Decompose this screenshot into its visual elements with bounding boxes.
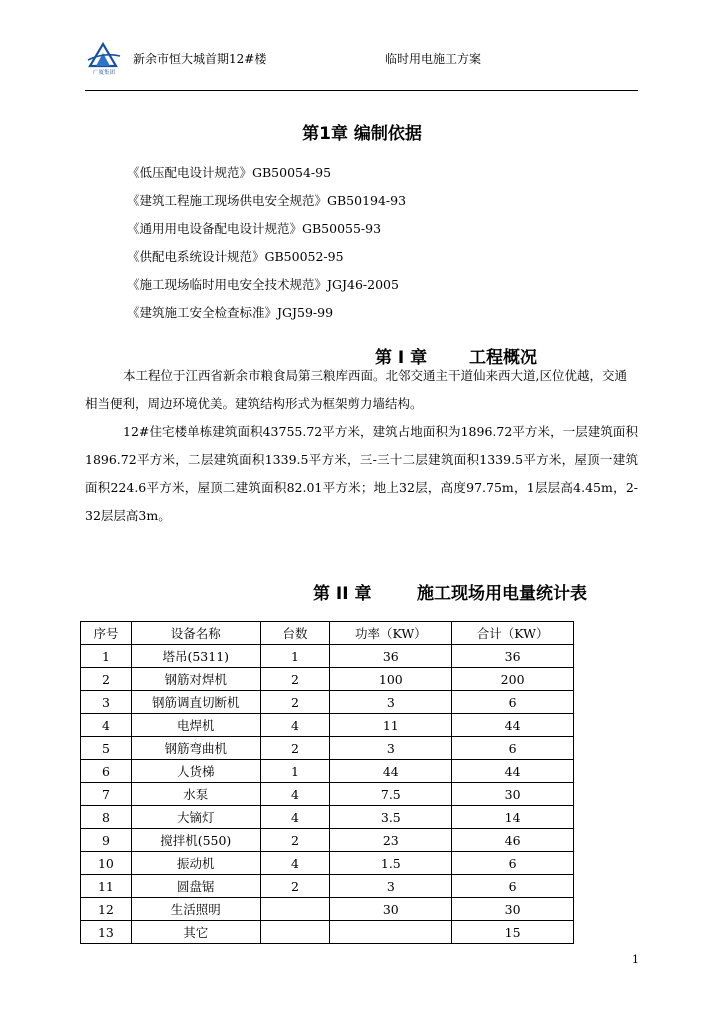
column-header-total: 合计（KW） [452, 622, 574, 645]
cell-power: 44 [330, 760, 452, 783]
table-row [81, 645, 574, 668]
cell-index: 2 [81, 668, 132, 691]
cell-power: 7.5 [330, 783, 452, 806]
column-header-equipment: 设备名称 [131, 622, 260, 645]
column-header-count: 台数 [260, 622, 330, 645]
cell-power: 11 [330, 714, 452, 737]
table-header-row [81, 622, 574, 645]
cell-total: 6 [452, 691, 574, 714]
chapter-3-label: 第 II 章 [313, 584, 372, 604]
table-row [81, 691, 574, 714]
cell-index: 12 [81, 898, 132, 921]
table-row [81, 921, 574, 944]
table-row [81, 737, 574, 760]
reference-item: 《施工现场临时用电安全技术规范》JGJ46-2005 [127, 277, 399, 292]
cell-total: 44 [452, 760, 574, 783]
reference-item: 《供配电系统设计规范》GB50052-95 [127, 249, 344, 264]
cell-equipment: 生活照明 [131, 898, 260, 921]
cell-equipment: 圆盘锯 [131, 875, 260, 898]
cell-equipment: 其它 [131, 921, 260, 944]
cell-total: 30 [452, 783, 574, 806]
cell-count: 2 [260, 668, 330, 691]
chapter-3-name: 施工现场用电量统计表 [417, 584, 587, 604]
cell-count: 2 [260, 829, 330, 852]
cell-count: 4 [260, 806, 330, 829]
cell-count [260, 921, 330, 944]
cell-power: 3 [330, 691, 452, 714]
cell-index: 5 [81, 737, 132, 760]
column-header-power: 功率（KW） [330, 622, 452, 645]
header-project-title: 新余市恒大城首期12#楼 [133, 52, 267, 66]
table-row [81, 852, 574, 875]
cell-equipment: 人货梯 [131, 760, 260, 783]
chapter-2-name: 工程概况 [469, 348, 537, 368]
page-number: 1 [632, 953, 639, 966]
table-row [81, 829, 574, 852]
cell-equipment: 搅拌机(550) [131, 829, 260, 852]
cell-power: 30 [330, 898, 452, 921]
table-row [81, 668, 574, 691]
company-logo [86, 38, 122, 78]
reference-item: 《建筑工程施工现场供电安全规范》GB50194-93 [127, 193, 407, 208]
cell-power: 3.5 [330, 806, 452, 829]
chapter-1-title: 第1章 编制依据 [302, 124, 422, 144]
cell-equipment: 水泵 [131, 783, 260, 806]
cell-equipment: 电焊机 [131, 714, 260, 737]
cell-equipment: 钢筋对焊机 [131, 668, 260, 691]
cell-index: 10 [81, 852, 132, 875]
reference-item: 《低压配电设计规范》GB50054-95 [127, 165, 332, 180]
cell-total: 46 [452, 829, 574, 852]
cell-power: 36 [330, 645, 452, 668]
cell-total: 6 [452, 737, 574, 760]
cell-power: 1.5 [330, 852, 452, 875]
cell-count: 1 [260, 645, 330, 668]
cell-index: 7 [81, 783, 132, 806]
page-header [0, 0, 724, 92]
table-row [81, 875, 574, 898]
power-statistics-table [80, 621, 574, 944]
cell-count [260, 898, 330, 921]
cell-equipment: 钢筋调直切断机 [131, 691, 260, 714]
table-row [81, 898, 574, 921]
cell-total: 6 [452, 875, 574, 898]
table-row [81, 760, 574, 783]
reference-list [127, 159, 406, 327]
header-divider [85, 90, 638, 91]
cell-count: 4 [260, 714, 330, 737]
cell-equipment: 塔吊(5311) [131, 645, 260, 668]
cell-count: 4 [260, 783, 330, 806]
table-row [81, 714, 574, 737]
reference-item: 《建筑施工安全检查标准》JGJ59-99 [127, 305, 334, 320]
cell-total: 200 [452, 668, 574, 691]
cell-power: 3 [330, 737, 452, 760]
cell-equipment: 大镝灯 [131, 806, 260, 829]
cell-total: 44 [452, 714, 574, 737]
cell-count: 1 [260, 760, 330, 783]
cell-total: 6 [452, 852, 574, 875]
cell-index: 4 [81, 714, 132, 737]
cell-power [330, 921, 452, 944]
chapter-3-heading [313, 579, 587, 604]
cell-equipment: 振动机 [131, 852, 260, 875]
cell-count: 4 [260, 852, 330, 875]
cell-power: 100 [330, 668, 452, 691]
cell-power: 23 [330, 829, 452, 852]
column-header-index: 序号 [81, 622, 132, 645]
cell-total: 15 [452, 921, 574, 944]
overview-paragraph-2: 12#住宅楼单栋建筑面积43755.72平方米，建筑占地面积为1896.72平方米，一层建筑面积1896.72平方米，二层建筑面积1339.5平方米，三-三十二层建筑面积1339.5平方米，屋顶一建筑面积224.6平方米，屋顶二建筑面积82.01平方米；地上32层，高度97.75m，1层层高4.45m，2-32层层高3m。 [85, 424, 638, 523]
table-body [81, 645, 574, 944]
header-document-title: 临时用电施工方案 [385, 52, 482, 66]
cell-equipment: 钢筋弯曲机 [131, 737, 260, 760]
cell-total: 36 [452, 645, 574, 668]
cell-count: 2 [260, 737, 330, 760]
cell-index: 11 [81, 875, 132, 898]
cell-index: 13 [81, 921, 132, 944]
cell-count: 2 [260, 691, 330, 714]
chapter-2-label: 第 I 章 [375, 348, 428, 368]
cell-index: 8 [81, 806, 132, 829]
logo-caption: 广厦集团 [92, 70, 116, 76]
table-row [81, 806, 574, 829]
cell-count: 2 [260, 875, 330, 898]
cell-power: 3 [330, 875, 452, 898]
overview-paragraph-1: 本工程位于江西省新余市粮食局第三粮库西面。北邻交通主干道仙来西大道,区位优越，交通相当便利，周边环境优美。建筑结构形式为框架剪力墙结构。 [85, 368, 627, 411]
cell-index: 9 [81, 829, 132, 852]
cell-total: 14 [452, 806, 574, 829]
cell-index: 6 [81, 760, 132, 783]
cell-index: 3 [81, 691, 132, 714]
cell-total: 30 [452, 898, 574, 921]
cell-index: 1 [81, 645, 132, 668]
table-row [81, 783, 574, 806]
reference-item: 《通用用电设备配电设计规范》GB50055-93 [127, 221, 382, 236]
